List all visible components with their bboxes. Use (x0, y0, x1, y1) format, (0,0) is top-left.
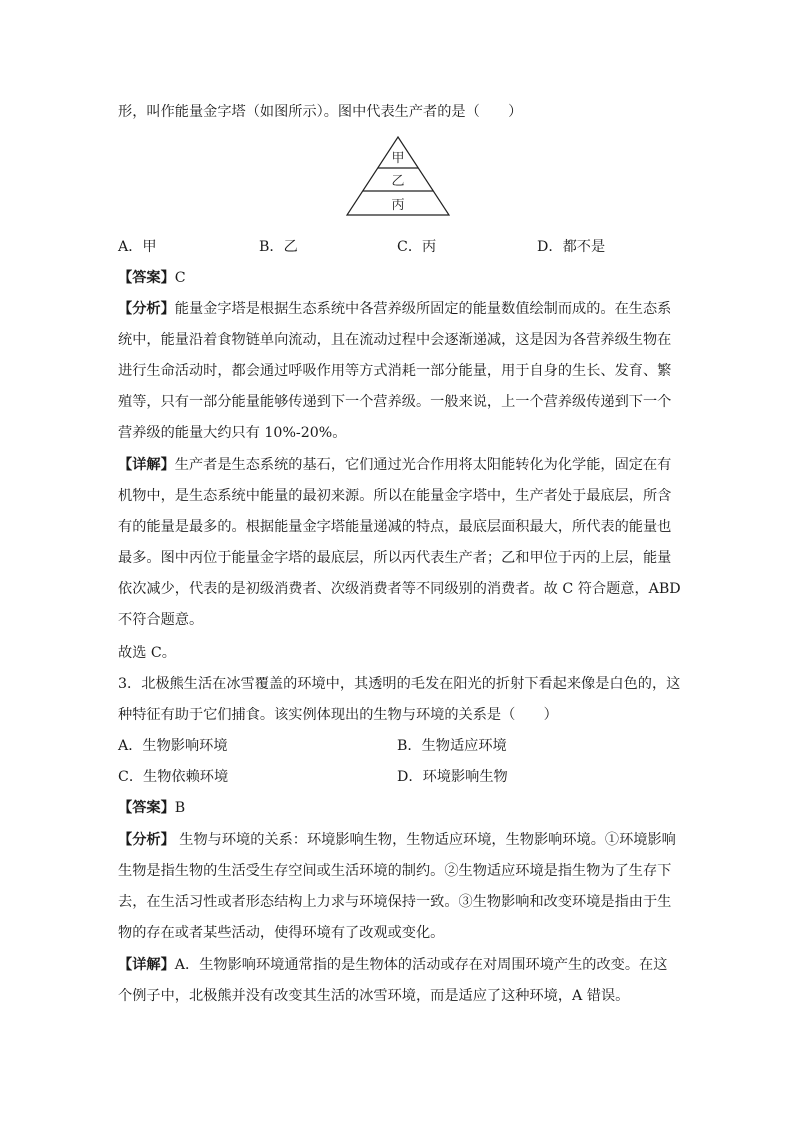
q2-analysis-text: 能量金字塔是根据生态系统中各营养级所固定的能量数值绘制而成的。在生态系 (174, 301, 672, 317)
pyramid-level-top: 甲 (391, 151, 405, 166)
q2-option-d: D．都不是 (537, 239, 606, 255)
q3-analysis-line: 物的存在或者某些活动，使得环境有了改观或变化。 (118, 925, 445, 941)
q2-analysis-line: 殖等，只有一部分能量能够传递到下一个营养级。一般来说，上一个营养级传递到下一个 (118, 394, 672, 410)
q3-detail-line (118, 955, 688, 975)
q2-option-c: C．丙 (397, 239, 437, 255)
q2-analysis-line: 营养级的能量大约只有 10%-20%。 (118, 425, 347, 441)
q3-analysis-line: 生物是指生物的生活受生存空间或生活环境的制约。②生物适应环境是指生物为了生存下 (118, 863, 672, 879)
q2-option-a: A．甲 (118, 239, 157, 255)
q2-analysis-line (118, 299, 688, 319)
q3-option-b: B．生物适应环境 (397, 738, 507, 754)
q2-analysis-line: 进行生命活动时，都会通过呼吸作用等方式消耗一部分能量，用于自身的生长、发育、繁 (118, 363, 672, 379)
q3-analysis-text: 生物与环境的关系：环境影响生物，生物适应环境，生物影响环境。①环境影响 (174, 832, 676, 848)
q3-analysis-tag: 【分析】 (118, 832, 175, 848)
pyramid-level-middle: 乙 (391, 174, 405, 189)
q2-answer-value: C (174, 270, 186, 286)
q2-option-b: B．乙 (259, 239, 298, 255)
q3-analysis-line: 去，在生活习性或者形态结构上力求与环境保持一致。③生物影响和改变环境是指由于生 (118, 894, 672, 910)
q2-detail-line (118, 455, 688, 475)
q2-detail-line: 不符合题意。 (118, 612, 204, 628)
q3-option-a: A．生物影响环境 (118, 738, 228, 754)
q3-detail-line: 个例子中，北极熊并没有改变其生活的冰雪环境，而是适应了这种环境，A 错误。 (118, 988, 630, 1004)
question-intro: 形，叫作能量金字塔（如图所示）。图中代表生产者的是（ ） (118, 104, 523, 120)
q2-detail-line: 依次减少，代表的是初级消费者、次级消费者等不同级别的消费者。故 C 符合题意，ABD (118, 581, 681, 597)
q2-detail-tag: 【详解】 (118, 457, 175, 473)
q3-answer (118, 798, 688, 818)
q2-detail-line: 最多。图中丙位于能量金字塔的最底层，所以丙代表生产者；乙和甲位于丙的上层，能量 (118, 550, 672, 566)
pyramid-level-bottom: 丙 (391, 198, 405, 213)
q3-detail-text: A．生物影响环境通常指的是生物体的活动或存在对周围环境产生的改变。在这 (174, 957, 668, 973)
q3-answer-value: B (174, 800, 186, 816)
q3-detail-tag: 【详解】 (118, 957, 175, 973)
q3-stem-line: 3．北极熊生活在冰雪覆盖的环境中，其透明的毛发在阳光的折射下看起来像是白色的，这 (118, 676, 681, 692)
q3-option-c: C．生物依赖环境 (118, 769, 229, 785)
q2-answer-tag: 【答案】 (118, 270, 175, 286)
q2-detail-text: 生产者是生态系统的基石，它们通过光合作用将太阳能转化为化学能，固定在有 (174, 457, 672, 473)
q2-answer (118, 268, 688, 288)
q2-analysis-tag: 【分析】 (118, 301, 175, 317)
q3-answer-tag: 【答案】 (118, 800, 175, 816)
q3-option-d: D．环境影响生物 (397, 769, 508, 785)
q3-analysis-line (118, 830, 688, 850)
q2-detail-line: 有的能量是最多的。根据能量金字塔能量递减的特点，最底层面积最大，所代表的能量也 (118, 519, 672, 535)
energy-pyramid-diagram (344, 135, 452, 219)
q3-stem-line: 种特征有助于它们捕食。该实例体现出的生物与环境的关系是（ ） (118, 707, 558, 723)
q2-conclusion: 故选 C。 (118, 645, 176, 661)
q2-analysis-line: 统中，能量沿着食物链单向流动，且在流动过程中会逐渐递减，这是因为各营养级生物在 (118, 332, 672, 348)
q2-detail-line: 机物中，是生态系统中能量的最初来源。所以在能量金字塔中，生产者处于最底层，所含 (118, 488, 672, 504)
